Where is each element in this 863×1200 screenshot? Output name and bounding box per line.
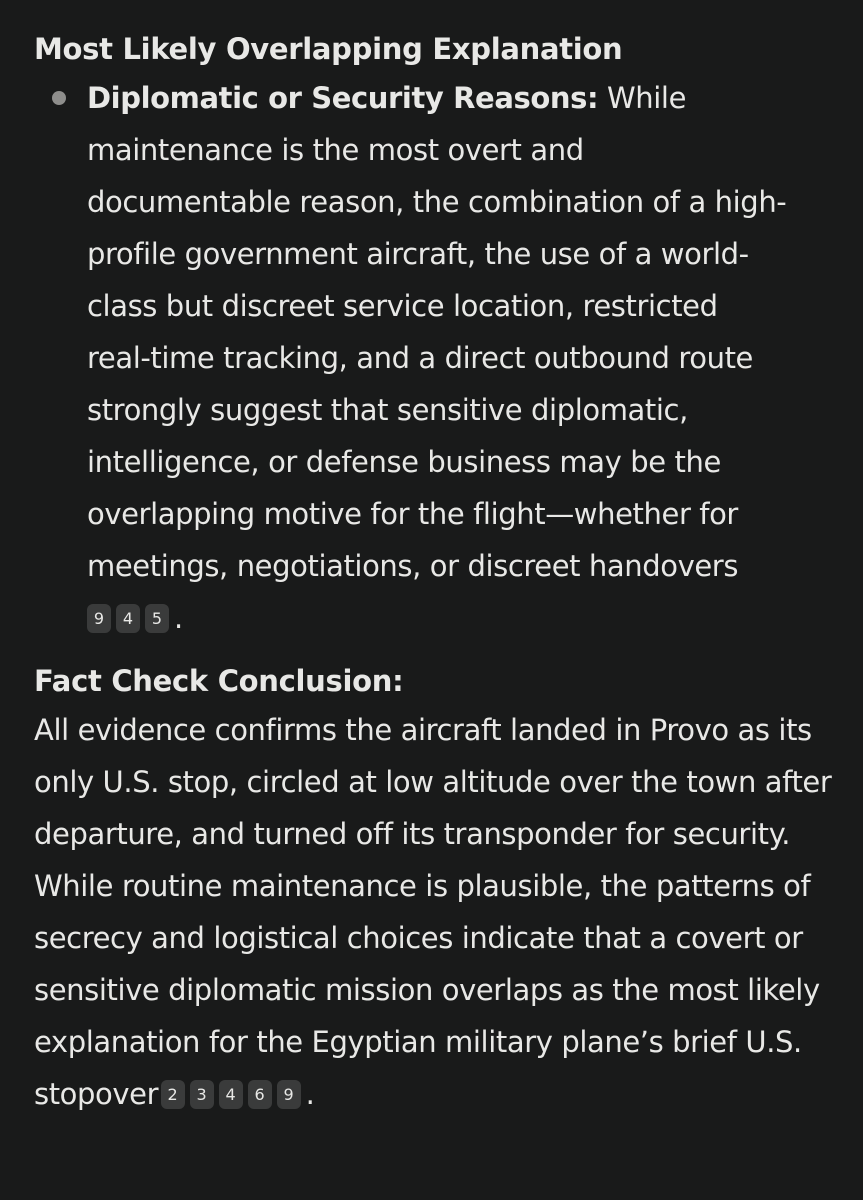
citation-group <box>161 1077 315 1111</box>
citation-badge[interactable]: 4 <box>116 604 140 633</box>
conclusion-text: All evidence confirms the aircraft landed in Provo as its only U.S. stop, circled at low altitude over the town after departure, and turned off its transponder for security. While routine maintenance is plausible, the patterns of secrecy and logistical choices indicate that a covert or sensitive diplomatic mission overlaps as the most likely explanation for the Egyptian military plane’s brief U.S. stopover <box>34 713 832 1111</box>
bullet-dot-icon <box>52 91 66 105</box>
citation-badge[interactable]: 5 <box>145 604 169 633</box>
conclusion-paragraph <box>34 704 834 1120</box>
section-heading-overlapping-explanation: Most Likely Overlapping Explanation <box>34 32 623 66</box>
citation-badge[interactable]: 4 <box>219 1080 243 1109</box>
sentence-end: . <box>305 1077 315 1111</box>
list-item <box>34 72 787 644</box>
citation-badge[interactable]: 6 <box>248 1080 272 1109</box>
bullet-lead: Diplomatic or Security Reasons: <box>87 81 599 115</box>
section-heading-fact-check: Fact Check Conclusion: <box>34 664 404 698</box>
bullet-text: While maintenance is the most overt and documentable reason, the combination of a high-profile government aircraft, the use of a world-class but discreet service location, restricted real-time tracking, and a direct outbound route strongly suggest that sensitive diplomatic, intelligence, or defense business may be the overlapping motive for the flight—whether for meetings, negotiations, or discreet handovers <box>87 81 787 583</box>
sentence-end: . <box>174 601 183 635</box>
citation-badge[interactable]: 9 <box>87 604 111 633</box>
citation-badge[interactable]: 3 <box>190 1080 214 1109</box>
citation-group <box>87 601 183 635</box>
explanation-list <box>34 72 834 644</box>
answer-content <box>34 26 834 1120</box>
citation-badge[interactable]: 2 <box>161 1080 185 1109</box>
citation-badge[interactable]: 9 <box>277 1080 301 1109</box>
